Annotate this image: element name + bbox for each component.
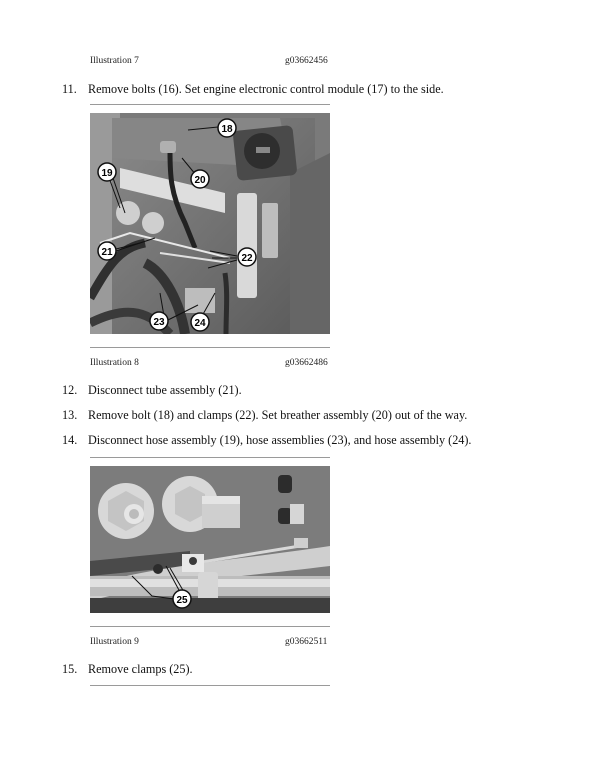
step-text: Disconnect tube assembly (21). <box>88 383 242 397</box>
divider <box>90 457 330 458</box>
engine-hoses-drawing <box>90 113 330 334</box>
svg-text:19: 19 <box>101 168 113 179</box>
svg-text:25: 25 <box>176 595 188 606</box>
illustration-9-image <box>90 466 330 613</box>
step-number: 14. <box>62 433 78 447</box>
step-12 <box>62 383 242 398</box>
svg-text:20: 20 <box>194 175 206 186</box>
callout-22 <box>238 248 256 266</box>
svg-text:22: 22 <box>241 253 253 264</box>
figure-caption-8: Illustration 8 <box>90 358 139 368</box>
callout-24 <box>191 313 209 331</box>
callout-19 <box>98 163 116 181</box>
callout-25 <box>173 590 191 608</box>
callout-20 <box>191 170 209 188</box>
figure-id-8: g03662486 <box>285 358 328 368</box>
callout-23 <box>150 312 168 330</box>
figure-id-7: g03662456 <box>285 56 328 66</box>
divider <box>90 626 330 627</box>
step-13 <box>62 408 467 423</box>
step-number: 11. <box>62 82 77 96</box>
svg-text:24: 24 <box>194 318 206 329</box>
divider <box>90 104 330 105</box>
svg-text:21: 21 <box>101 247 113 258</box>
step-15 <box>62 662 193 677</box>
step-number: 12. <box>62 383 78 397</box>
figure-caption-7: Illustration 7 <box>90 56 139 66</box>
divider <box>90 685 330 686</box>
callout-18 <box>218 119 236 137</box>
step-text: Remove bolt (18) and clamps (22). Set breather assembly (20) out of the way. <box>88 408 468 422</box>
step-number: 13. <box>62 408 78 422</box>
divider <box>90 347 330 348</box>
illustration-8-image <box>90 113 330 334</box>
figure-caption-9: Illustration 9 <box>90 637 139 647</box>
svg-text:18: 18 <box>221 124 233 135</box>
step-text: Remove clamps (25). <box>88 662 193 676</box>
callout-21 <box>98 242 116 260</box>
step-11 <box>62 82 444 97</box>
figure-id-9: g03662511 <box>285 637 328 647</box>
step-text: Disconnect hose assembly (19), hose assemblies (23), and hose assembly (24). <box>88 433 472 447</box>
step-number: 15. <box>62 662 78 676</box>
svg-text:23: 23 <box>153 317 165 328</box>
clamps-drawing <box>90 466 330 613</box>
step-text: Remove bolts (16). Set engine electronic control module (17) to the side. <box>88 82 444 96</box>
step-14 <box>62 433 471 448</box>
